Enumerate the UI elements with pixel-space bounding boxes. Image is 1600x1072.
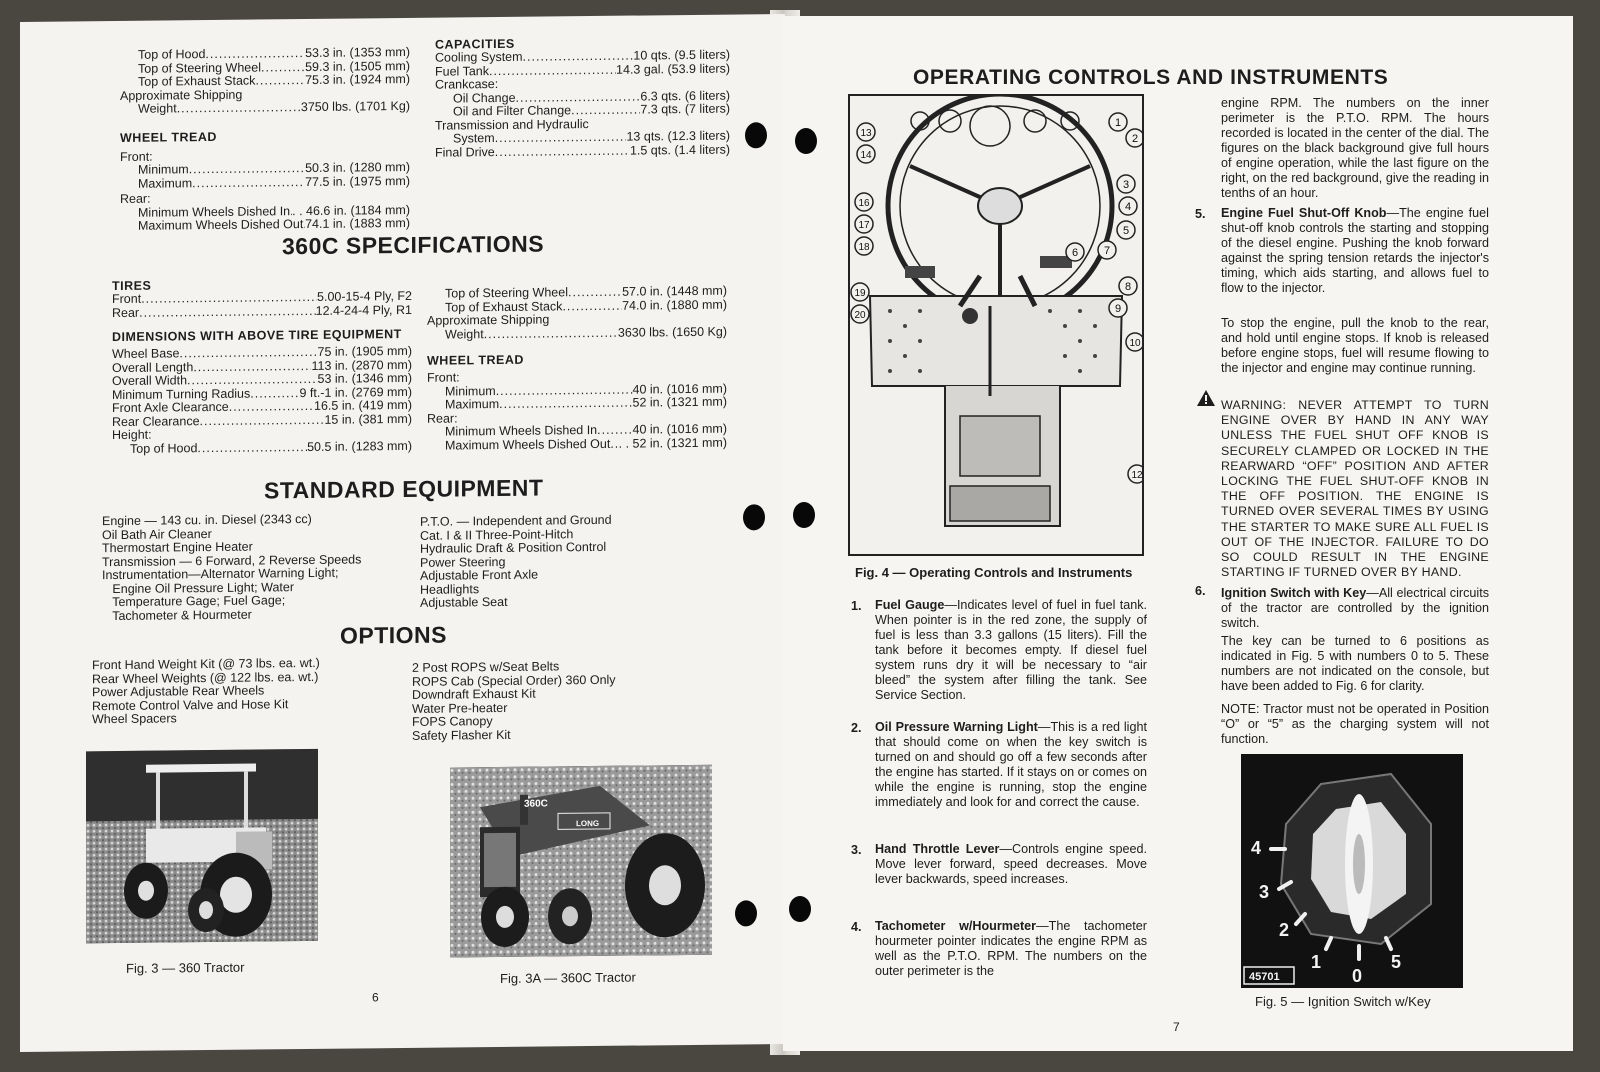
leader-dots — [562, 299, 622, 313]
tires-heading: TIRES — [112, 278, 152, 294]
leader-dots — [187, 373, 317, 388]
list-item: Hydraulic Draft & Position Control — [420, 539, 607, 556]
fig3a-tractor-photo — [450, 765, 712, 958]
right-wheel-tread-heading: WHEEL TREAD — [427, 352, 524, 368]
spec-label: System — [453, 131, 495, 146]
binder-hole — [745, 122, 767, 148]
warning-text: WARNING: NEVER ATTEMPT TO TURN ENGINE OVER BY HAND IN ANY WAY UNLESS THE FUEL SHUT OFF KNOB IS SECURELY CLAMPED OR LOCKED IN THE REARWARD “OFF” POSITION AND AFTER LOCKING THE FUEL SHUT-OFF KNOB IN THE OFF POSITION. THE ENGINE IS TURNED OVER SEVERAL TIMES BY USING THE STARTER TO MAKE SURE ALL FUEL IS OUT OF THE INJECTOR. FAILURE TO DO SO COULD RESULT IN THE ENGINE STARTING IF TURNED OVER BY HAND. — [1221, 398, 1489, 580]
spec-label: Minimum Wheels Dished In — [445, 422, 598, 439]
front-rows — [120, 161, 410, 191]
standard-list-right — [420, 514, 612, 611]
callout-number: 16 — [858, 198, 870, 209]
item-title: Oil Pressure Warning Light — [875, 720, 1038, 734]
item-body: —Controls engine speed. Move lever forward, speed decreases. Move lever backwards, speed increases. — [875, 842, 1147, 886]
item-body: —This is a red light that should come on when the key switch is turned on and should go off a few seconds after the engine has started. If it stays on or comes on while the engine is running, stop the engine immediately and look for and correct the cause. — [875, 720, 1147, 809]
final-drive-row — [435, 143, 730, 160]
right-shipping-label: Approximate Shipping — [427, 312, 550, 328]
list-item: 2 Post ROPS w/Seat Belts — [412, 659, 560, 675]
binder-hole — [735, 900, 757, 926]
leader-dots — [197, 441, 307, 456]
fig4-diagram — [848, 94, 1144, 556]
right-spec-rows — [427, 285, 727, 315]
fig5-part-number: 45701 — [1249, 971, 1280, 983]
spec-value: 53.3 in. (1353 mm) — [305, 44, 410, 61]
item-body: —Indicates level of fuel in fuel tank. When pointer is in the red zone, the supply of fuel is less than 3.3 gallons (15 liters). Fill the tank before it becomes empty. If diesel fuel system runs dry it will be necessary to “air bleed” the system after filling the tank. See Service Section. — [875, 598, 1147, 702]
position-4-label: 4 — [1251, 838, 1262, 858]
list-item: Water Pre-heater — [412, 700, 508, 716]
tachometer-continued-text: engine RPM. The numbers on the inner perimeter is the P.T.O. RPM. The hours recorded is located in the center of the dial. The figures on the black background give full hours of engine operation, while the last figure on the right, on the red background, give the reading in tenths of an hour. — [1221, 96, 1489, 200]
item-text — [875, 842, 1147, 887]
position-1-label: 1 — [1311, 952, 1322, 972]
leader-dots — [571, 104, 640, 118]
transmission-label: Transmission and Hydraulic — [435, 116, 589, 133]
spec-label: Top of Steering Wheel — [445, 285, 568, 301]
hood-brand-label: LONG — [576, 818, 600, 829]
fig3-caption: Fig. 3 — 360 Tractor — [126, 959, 245, 976]
warning-icon — [1197, 390, 1215, 411]
leader-dots — [568, 286, 622, 300]
list-item: Temperature Gage; Fuel Gage; — [102, 593, 286, 610]
leader-dots — [189, 162, 305, 177]
list-item: Tachometer & Hourmeter — [102, 607, 252, 623]
shipping-weight-row — [120, 100, 410, 117]
right-front-label: Front: — [427, 370, 460, 385]
leader-dots — [229, 400, 314, 414]
spec-label: Front — [112, 291, 142, 307]
list-item: Engine — 143 cu. in. Diesel (2343 cc) — [102, 511, 312, 529]
list-item: Thermostart Engine Heater — [102, 539, 253, 556]
spec-label: Rear — [112, 305, 140, 320]
leader-dots — [261, 61, 305, 75]
callout-number: 1 — [1114, 117, 1122, 129]
list-item: Adjustable Front Axle — [420, 567, 539, 583]
list-item: Instrumentation—Alternator Warning Light; — [102, 565, 339, 583]
list-item: Cat. I & II Three-Point-Hitch — [420, 526, 574, 543]
wheel-tread-heading: WHEEL TREAD — [120, 129, 217, 145]
list-item: FOPS Canopy — [412, 714, 493, 729]
front-label: Front: — [120, 149, 153, 164]
callout-number: 7 — [1103, 245, 1111, 257]
spec-value: 113 in. (2870 mm) — [311, 357, 412, 373]
specifications-heading: 360C SPECIFICATIONS — [282, 230, 545, 260]
spec-value: 40 in. (1016 mm) — [632, 421, 727, 437]
spec-value: 1.5 qts. (1.4 liters) — [629, 142, 730, 158]
key-positions-text: The key can be turned to 6 positions as indicated in Fig. 5 with numbers 0 to 5. These numbers are not indicated on the console, but have been added to Fig. 6 for clarity. — [1221, 634, 1489, 693]
spec-value: 74.1 in. (1883 mm) — [305, 215, 410, 232]
spec-value: 3630 lbs. (1650 Kg) — [617, 324, 727, 340]
spec-value: 53 in. (1346 mm) — [317, 370, 412, 386]
item-text — [875, 919, 1147, 979]
left-page — [20, 14, 785, 1052]
item-6-number: 6. — [1195, 584, 1206, 598]
position-5-label: 5 — [1391, 952, 1402, 972]
right-front-rows — [427, 382, 727, 412]
spec-value: 74.0 in. (1880 mm) — [622, 297, 727, 313]
list-item: Engine Oil Pressure Light; Water — [102, 579, 294, 596]
fig3a-caption: Fig. 3A — 360C Tractor — [500, 969, 636, 986]
item-number: 1. — [851, 599, 862, 613]
spec-label: Oil Change — [453, 90, 516, 105]
top-spec-block — [120, 46, 410, 234]
leader-dots — [516, 90, 641, 105]
rear-rows — [120, 203, 410, 233]
leader-dots — [205, 47, 305, 62]
right-rear-rows — [427, 423, 727, 453]
standard-list-left — [102, 512, 361, 623]
rear-label: Rear: — [120, 191, 151, 206]
operating-controls-title: OPERATING CONTROLS AND INSTRUMENTS — [913, 66, 1389, 89]
standard-equipment-heading: STANDARD EQUIPMENT — [264, 474, 544, 504]
spec-row — [120, 174, 410, 191]
leader-dots — [499, 397, 632, 412]
options-list-left — [92, 657, 320, 727]
spec-row — [112, 303, 412, 320]
item-number: 4. — [851, 920, 862, 934]
spec-value: 13 qts. (12.3 liters) — [626, 128, 730, 144]
callout-number: 13 — [860, 128, 872, 139]
spec-value: 10 qts. (9.5 liters) — [633, 47, 730, 63]
stop-engine-text: To stop the engine, pull the knob to the rear, and hold until engine stops. If knob is released before engine stops, fuel will resume flowing to the injector and engine may continue running. — [1221, 316, 1489, 375]
spec-label: Front Axle Clearance — [112, 399, 229, 416]
callout-number: 2 — [1131, 133, 1139, 145]
shipping-label: Approximate Shipping — [120, 87, 243, 103]
item-5-title: Engine Fuel Shut-Off Knob — [1221, 206, 1387, 220]
spec-label: Minimum — [138, 162, 189, 177]
list-item: Headlights — [420, 581, 480, 597]
list-item: Adjustable Seat — [420, 594, 508, 610]
spec-value: 12.4-24-4 Ply, R1 — [315, 302, 412, 318]
capacities-block — [435, 35, 730, 160]
spec-value: . . 46.6 in. (1184 mm) — [292, 202, 410, 218]
spec-label: Minimum Wheels Dished In — [138, 203, 291, 220]
capacity-rows — [435, 49, 730, 79]
list-item: ROPS Cab (Special Order) 360 Only — [412, 672, 616, 689]
callout-number: 10 — [1129, 338, 1141, 349]
height-row — [112, 439, 412, 456]
item-text — [875, 598, 1147, 703]
list-item: Power Adjustable Rear Wheels — [92, 683, 265, 700]
spec-value: 77.5 in. (1975 mm) — [305, 173, 410, 189]
crankcase-label: Crankcase: — [435, 77, 499, 92]
leader-dots — [484, 326, 618, 341]
spec-value: 9 ft.-1 in. (2769 mm) — [299, 384, 412, 400]
list-item: Transmission — 6 Forward, 2 Reverse Speeds — [102, 551, 362, 569]
callout-number: 12 — [1131, 470, 1142, 481]
right-spec-block — [427, 285, 727, 453]
leader-dots — [489, 63, 616, 78]
leader-dots — [192, 176, 305, 191]
right-page — [783, 16, 1573, 1051]
options-list-right — [412, 660, 616, 743]
spec-label: Maximum Wheels Dished Out — [445, 436, 611, 453]
dimensions-heading: DIMENSIONS WITH ABOVE TIRE EQUIPMENT — [112, 327, 402, 345]
position-0-label: 0 — [1352, 966, 1363, 986]
page-number: 6 — [372, 990, 379, 1005]
leader-dots — [495, 131, 627, 146]
page-number: 7 — [1173, 1020, 1180, 1034]
spec-label: Top of Exhaust Stack — [138, 73, 256, 89]
list-item: Remote Control Valve and Hose Kit — [92, 696, 289, 713]
spec-row — [120, 217, 410, 234]
leader-dots — [139, 304, 316, 319]
spec-label: Rear Clearance — [112, 413, 200, 429]
callout-number: 9 — [1114, 303, 1122, 315]
spec-row — [427, 436, 727, 453]
binder-hole — [795, 128, 817, 154]
binder-hole — [793, 502, 815, 528]
fig4-caption: Fig. 4 — Operating Controls and Instruments — [855, 565, 1133, 580]
tractor-360-illustration — [86, 749, 318, 943]
spec-label: Cooling System — [435, 49, 523, 65]
callout-number: 8 — [1124, 281, 1132, 293]
spec-label: Top of Steering Wheel — [138, 59, 261, 76]
callout-number: 4 — [1124, 201, 1132, 213]
spec-value: 14.3 gal. (53.9 liters) — [616, 61, 730, 77]
spec-label: Oil and Filter Change — [453, 103, 572, 119]
spec-label: Top of Hood — [138, 47, 206, 62]
right-rear-label: Rear: — [427, 410, 458, 426]
fig5-caption: Fig. 5 — Ignition Switch w/Key — [1255, 994, 1431, 1009]
leader-dots — [250, 387, 299, 401]
item-5-body: —The engine fuel shut-off knob controls the starting and stopping of the diesel engine. Pushing the knob forward against the spring tension retards the injector's timing, which aids starting, and allows fuel to flow to the injector. — [1221, 206, 1489, 295]
spec-label: Minimum Turning Radius — [112, 386, 251, 402]
list-item: Wheel Spacers — [92, 711, 177, 727]
callout-number: 20 — [854, 310, 866, 321]
list-item: P.T.O. — Independent and Ground — [420, 512, 612, 529]
list-item: Downdraft Exhaust Kit — [412, 686, 536, 702]
item-text — [875, 720, 1147, 810]
warning-triangle-icon — [1197, 390, 1215, 406]
spec-value: 57.0 in. (1448 mm) — [622, 283, 727, 299]
callout-number: 18 — [858, 242, 870, 253]
spec-value: 7.3 qts. (7 liters) — [640, 101, 730, 117]
item-body: —The tachometer hourmeter pointer indicates the engine RPM as well as the P.T.O. RPM. The numbers on the outer perimeter is the — [875, 919, 1147, 978]
position-2-label: 2 — [1279, 920, 1290, 940]
spec-value: 52 in. (1321 mm) — [632, 394, 727, 410]
spec-label: Fuel Tank — [435, 63, 489, 79]
spec-value: 50.5 in. (1283 mm) — [307, 438, 412, 454]
item-5-number: 5. — [1195, 207, 1206, 221]
spec-value: 15 in. (381 mm) — [324, 411, 412, 427]
spec-label: Overall Width — [112, 373, 188, 389]
list-item: Safety Flasher Kit — [412, 727, 511, 743]
list-item: Front Hand Weight Kit (@ 73 lbs. ea. wt.) — [92, 655, 320, 673]
list-item: Power Steering — [420, 554, 506, 570]
spec-label: Weight — [138, 101, 177, 116]
fig5-ignition-photo — [1241, 754, 1463, 988]
callout-number: 19 — [854, 288, 866, 299]
spec-label: Top of Exhaust Stack — [445, 298, 563, 315]
spec-label: Maximum — [138, 175, 193, 191]
spec-value: 75 in. (1905 mm) — [317, 343, 412, 359]
fig3-tractor-photo — [86, 749, 318, 943]
leader-dots — [200, 413, 325, 428]
spec-value: 75.3 in. (1924 mm) — [305, 71, 410, 88]
capacities-heading: CAPACITIES — [435, 36, 515, 52]
leader-dots — [597, 424, 632, 438]
item-number: 2. — [851, 721, 862, 735]
spec-value: . . 52 in. (1321 mm) — [618, 435, 727, 451]
spec-label: Minimum — [445, 383, 496, 399]
spec-value: 59.3 in. (1505 mm) — [305, 58, 410, 74]
item-number: 3. — [851, 843, 862, 857]
leader-dots — [179, 346, 317, 361]
dimension-rows — [112, 345, 412, 429]
leader-dots — [193, 359, 311, 374]
item-title: Hand Throttle Lever — [875, 842, 1000, 856]
leader-dots — [496, 383, 633, 398]
crankcase-rows — [435, 89, 730, 119]
controls-drawing — [850, 96, 1142, 554]
item-5-text — [1221, 206, 1489, 296]
height-label: Height: — [112, 427, 152, 443]
callout-number: 14 — [860, 150, 872, 161]
right-shipping-row — [427, 325, 727, 342]
top-spec-rows — [120, 46, 410, 90]
spec-label: Wheel Base — [112, 346, 180, 362]
note-text: NOTE: Tractor must not be operated in Position “O” or “5” as the charging system will not function. — [1221, 702, 1489, 746]
item-title: Fuel Gauge — [875, 598, 945, 612]
spec-label: Top of Hood — [130, 440, 198, 456]
leader-dots — [495, 144, 630, 159]
item-6-title: Ignition Switch with Key — [1221, 586, 1367, 600]
list-item: Rear Wheel Weights (@ 122 lbs. ea. wt.) — [92, 669, 319, 686]
callout-number: 5 — [1122, 225, 1130, 237]
tire-rows — [112, 290, 412, 320]
spec-label: Weight — [445, 326, 484, 342]
callout-number: 3 — [1122, 179, 1130, 191]
position-3-label: 3 — [1259, 882, 1270, 902]
leader-dots — [177, 101, 301, 116]
tractor-360c-illustration — [450, 765, 712, 958]
spec-value: 6.3 qts. (6 liters) — [640, 88, 730, 104]
callout-number: 6 — [1071, 247, 1079, 259]
spec-value: 16.5 in. (419 mm) — [314, 397, 412, 413]
spec-value: 40 in. (1016 mm) — [632, 381, 727, 397]
leader-dots — [610, 437, 618, 451]
callout-number: 17 — [858, 220, 870, 231]
item-title: Tachometer w/Hourmeter — [875, 919, 1037, 933]
spec-value: 3750 lbs. (1701 Kg) — [300, 98, 410, 115]
spec-label: Maximum Wheels Dished Out — [138, 217, 304, 233]
spec-label: Maximum — [445, 396, 500, 412]
binder-hole — [789, 896, 811, 922]
options-heading: OPTIONS — [340, 621, 448, 649]
item-6-body: —All electrical circuits of the tractor are controlled by the ignition switch. — [1221, 586, 1489, 630]
spec-value: 50.3 in. (1280 mm) — [305, 159, 410, 176]
hood-model-label: 360C — [524, 798, 548, 810]
item-6-text — [1221, 586, 1489, 631]
tires-block — [112, 276, 412, 456]
spec-label: Final Drive — [435, 144, 495, 160]
ignition-switch-illustration — [1241, 754, 1463, 988]
spec-value: 5.00-15-4 Ply, F2 — [317, 288, 412, 304]
list-item: Oil Bath Air Cleaner — [102, 526, 212, 542]
spec-label: Overall Length — [112, 359, 194, 375]
leader-dots — [255, 74, 305, 88]
binder-hole — [743, 504, 765, 530]
